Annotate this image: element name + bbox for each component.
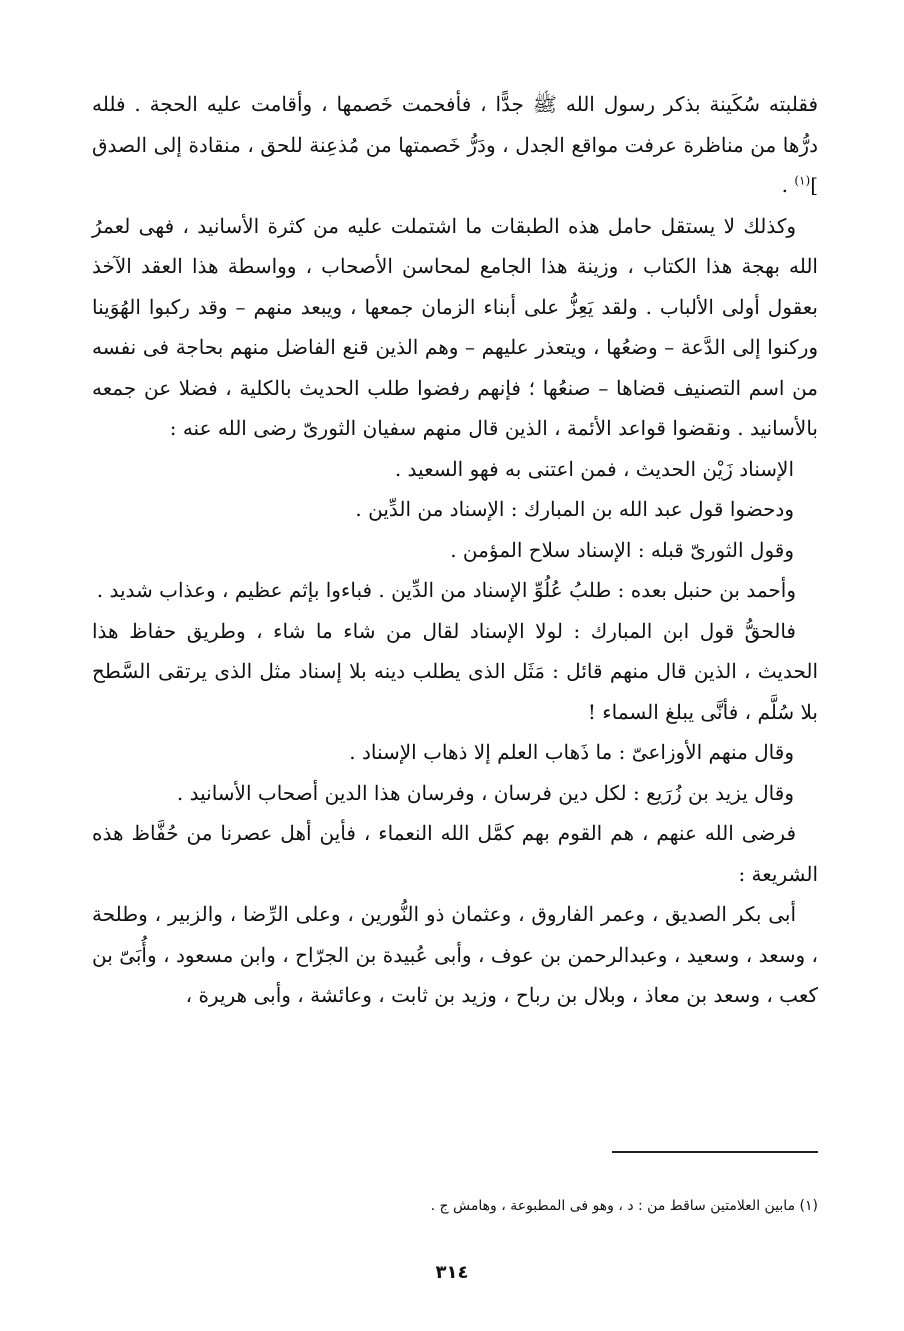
text-line: وطلحة ، وسعد ، وسعيد ، وعبدالرحمن بن عوف ، وأبى عُبيدة بن الجرّاح ، وابن مسعود ،	[92, 902, 819, 967]
text-line: السَّطح بلا سُلَّم ، فأنَّى يبلغ السماء !	[92, 659, 818, 724]
text-line: الحجة . فلله درُّها من مناظرة عرفت مواقع الجدل ، ودَرُّ خَصمتها من مُذعِنة	[92, 92, 818, 157]
quote-line: وقال يزيد بن زُرَيع : لكل دين فرسان ، وفرسان هذا الدين أصحاب الأسانيد .	[176, 780, 794, 805]
text-line: قنع الفاضل منهم بحاجة فى نفسه من اسم التصنيف قضاها – صنعُها ؛ فإنهم رفضوا	[92, 335, 819, 400]
quote-line: وقال منهم الأوزاعىّ : ما ذَهاب العلم إلا ذهاب الإسناد .	[349, 740, 794, 764]
paragraph-sukayna	[92, 84, 818, 206]
quote-line: ودحضوا قول عبد الله بن المبارك : الإسناد من الدِّين .	[355, 497, 794, 521]
text-line: فقلبته سُكَينة بذكر رسول الله ﷺ جدًّا ، فأفحمت خَصمها ، وأقامت عليه	[206, 92, 819, 116]
text-line: فرضى الله عنهم ، هم القوم بهم كمَّل الله النعماء ، فأين أهل عصرنا من حُفَّاظ	[131, 821, 797, 845]
paragraph-ahmad	[92, 570, 818, 611]
quote-line: وقول الثورىّ قبله : الإسناد سلاح المؤمن .	[450, 537, 794, 562]
paragraph-companions	[92, 894, 818, 1016]
text-line: قال منهم سفيان الثورىّ رضى الله عنه :	[169, 416, 499, 440]
text-line: للحق ، منقادة إلى الصدق ]	[92, 132, 818, 197]
text-line: وكذلك لا يستقل حامل هذه الطبقات ما اشتملت عليه من كثرة الأسانيد ،	[182, 213, 797, 238]
text-line: أبى بكر الصديق ، وعمر الفاروق ، وعثمان ذو النُّورين ، وعلى الرِّضا ، والزبير ،	[154, 902, 796, 926]
text-line: وأحمد بن حنبل بعده : طلبُ عُلُوِّ الإسناد من الدِّين . فباءوا بإثم عظيم ، وعذاب	[159, 578, 796, 602]
text-line: شديد .	[96, 578, 153, 602]
footnote: (١) مابين العلامتين ساقط من : د ، وهو فى المطبوعة ، وهامش ج .	[430, 1198, 818, 1214]
text-line: منهم – وقد ركبوا الهُوَينا وركنوا إلى الدَّعة – وضعُها ، ويتعذر عليهم – وهم الذين	[92, 294, 819, 359]
paragraph-huffaz	[92, 813, 818, 894]
text-line: هذه الشريعة :	[92, 821, 818, 886]
footnote-reference: (١)	[794, 173, 811, 188]
main-text	[92, 84, 818, 1016]
text-line: هذا العقد الآخذ بعقول أولى الألباب . ولقد يَعِزُّ على أبناء الزمان جمعها ، ويبعد	[92, 254, 818, 319]
quote-line: الإسناد زَيْن الحديث ، فمن اعتنى به فهو السعيد .	[394, 456, 794, 481]
text-line: طلب الحديث بالكلية ، فضلا عن جمعه بالأسانيد . ونقضوا قواعد الأئمة ، الذين	[92, 375, 818, 440]
text-line: وأُبَىّ بن كعب ، وسعد بن معاذ ، وبلال بن رباح ، وزيد بن ثابت ، وعائشة ، وأبى هريرة ،	[92, 942, 818, 1007]
text-line: الحديث ، الذين قال منهم قائل : مَثَل الذى يطلب دينه بلا إسناد مثل الذى يرتقى	[158, 659, 819, 683]
text-line: فالحقُّ قول ابن المبارك : لولا الإسناد لقال من شاء ما شاء ، وطريق حفاظ هذا	[92, 618, 796, 643]
text-line: فهى لعمرُ الله بهجة هذا الكتاب ، وزينة هذا الجامع لمحاسن الأصحاب ، وواسطة	[92, 213, 818, 278]
footnote-divider	[612, 1151, 818, 1153]
text-line-end: .	[781, 173, 795, 197]
paragraph-ibn-mubarak	[92, 611, 818, 733]
page-number: ٣١٤	[435, 1262, 469, 1283]
paragraph-asanid	[92, 206, 818, 449]
